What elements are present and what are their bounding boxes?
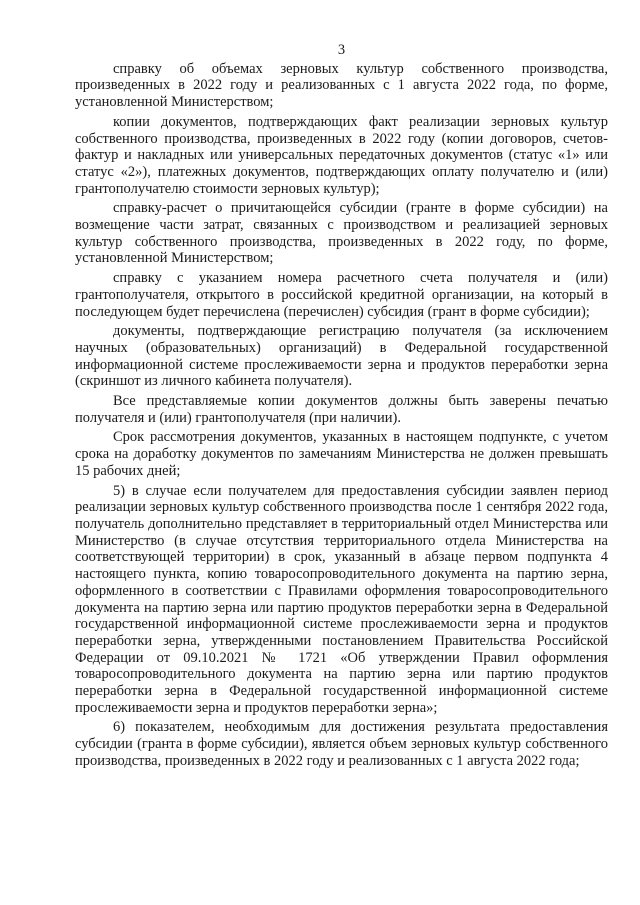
paragraph-registration-documents: документы, подтверждающие регистрацию получателя (за исключением научных (образовательных) организаций) в Федеральной государственной информационной системе прослеживаемости зерна и продуктов переработки зерна (скриншот из личного кабинета получателя). (75, 323, 608, 390)
paragraph-bank-account: справку с указанием номера расчетного счета получателя и (или) грантополучателя, открытого в российской кредитной организации, на который в последующем будет перечислена (перечислен) субсидия (грант в форме субсидии); (75, 270, 608, 320)
paragraph-grain-volume-certificate: справку об объемах зерновых культур собственного производства, произведенных в 2022 году и реализованных с 1 августа 2022 года, по форме, установленной Министерством; (75, 60, 608, 111)
document-page (75, 42, 608, 773)
paragraph-sales-documents: копии документов, подтверждающих факт реализации зерновых культур собственного производства, произведенных в 2022 году (копии договоров, счетов-фактур и накладных или универсальных передаточных документов (статус «1» или статус «2»), платежных документов, подтверждающих оплату получателю и (или) грантополучателю стоимости зерновых культур); (75, 113, 608, 197)
paragraph-item-5: 5) в случае если получателем для предоставления субсидии заявлен период реализации зерновых культур собственного производства после 1 сентября 2022 года, получатель дополнительно представляет в территориальный отдел Министерства или Министерство (в случае отсутствия территориального отдела Министерства на соответствующей территории) в срок, указанный в абзаце первом подпункта 4 настоящего пункта, копию товаросопроводительного документа на партию зерна, оформленного в соответствии с Правилами оформления товаросопроводительного документа на партию зерна или партию продуктов переработки зерна в Федеральной государственной информационной системе прослеживаемости зерна и продуктов переработки зерна, утвержденными постановлением Правительства Российской Федерации от 09.10.2021 № 1721 «Об утверждении Правил оформления товаросопроводительного документа на партию зерна или партию продуктов переработки зерна в Федеральной государственной информационной системе прослеживаемости зерна и продуктов переработки зерна»; (75, 482, 608, 716)
page-number: 3 (337, 42, 346, 58)
paragraph-review-period: Срок рассмотрения документов, указанных в настоящем подпункте, с учетом срока на доработку документов по замечаниям Министерства не должен превышать 15 рабочих дней; (75, 429, 608, 479)
paragraph-certified-copies: Все представляемые копии документов должны быть заверены печатью получателя и (или) грантополучателя (при наличии). (75, 393, 608, 426)
paragraph-item-6: 6) показателем, необходимым для достижения результата предоставления субсидии (гранта в форме субсидии), является объем зерновых культур собственного производства, произведенных в 2022 году и реализованных с 1 августа 2022 года; (75, 719, 608, 769)
paragraph-subsidy-calculation: справку-расчет о причитающейся субсидии (гранте в форме субсидии) на возмещение части затрат, связанных с производством и реализацией зерновых культур собственного производства, произведенных в 2022 году, по форме, установленной Министерством; (75, 200, 608, 267)
